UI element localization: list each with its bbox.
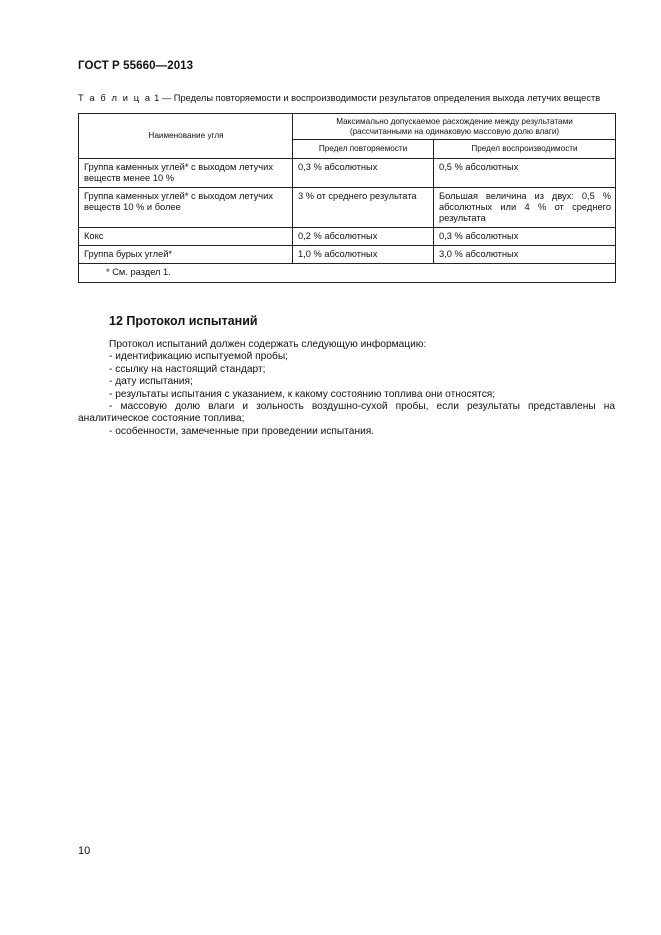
header-max-discrepancy-line1: Максимально допускаемое расхождение между результатами	[336, 117, 573, 126]
table-footnote: * См. раздел 1.	[79, 263, 616, 282]
coal-name-cell: Группа каменных углей* с выходом летучих веществ 10 % и более	[79, 187, 293, 227]
repeatability-cell: 0,2 % абсолютных	[293, 227, 434, 245]
coal-name-cell: Кокс	[79, 227, 293, 245]
list-item: - идентификацию испытуемой пробы;	[109, 351, 288, 363]
repeatability-cell: 1,0 % абсолютных	[293, 245, 434, 263]
table-row	[79, 245, 616, 263]
reproducibility-cell: 0,5 % абсолютных	[434, 159, 616, 188]
coal-name-cell: Группа бурых углей*	[79, 245, 293, 263]
header-reproducibility: Предел воспроизводимости	[434, 140, 616, 159]
list-item: - дату испытания;	[109, 376, 193, 388]
table-footnote-row	[79, 263, 616, 282]
reproducibility-cell: 3,0 % абсолютных	[434, 245, 616, 263]
page-number: 10	[78, 845, 91, 857]
header-repeatability: Предел повторяемости	[293, 140, 434, 159]
reproducibility-cell: 0,3 % абсолютных	[434, 227, 616, 245]
list-item: - ссылку на настоящий стандарт;	[109, 363, 266, 375]
section-title: 12 Протокол испытаний	[109, 314, 258, 328]
list-item: - особенности, замеченные при проведении испытания.	[109, 425, 375, 437]
list-item: - результаты испытания с указанием, к какому состоянию топлива они относятся;	[109, 388, 496, 400]
table-caption-label: Т а б л и ц а	[78, 93, 152, 103]
limits-table	[78, 113, 616, 283]
section-intro: Протокол испытаний должен содержать следующую информацию:	[109, 339, 427, 350]
header-max-discrepancy-line2: (рассчитанными на одинаковую массовую долю влаги)	[349, 126, 560, 136]
document-code: ГОСТ Р 55660—2013	[78, 60, 194, 72]
repeatability-cell: 0,3 % абсолютных	[293, 159, 434, 188]
section-body	[78, 339, 615, 438]
table-row	[79, 227, 616, 245]
header-max-discrepancy	[293, 114, 616, 140]
table-row	[79, 187, 616, 227]
coal-name-cell: Группа каменных углей* с выходом летучих веществ менее 10 %	[79, 159, 293, 188]
table-caption	[78, 93, 618, 103]
table-header-row	[79, 114, 616, 140]
repeatability-cell: 3 % от среднего результата	[293, 187, 434, 227]
reproducibility-cell: Большая величина из двух: 0,5 % абсолютных или 4 % от среднего результата	[434, 187, 616, 227]
list-item: - массовую долю влаги и зольность воздушно-сухой пробы, если результаты представлены на аналитическое состояние топлива;	[78, 401, 615, 425]
table-caption-text: 1 — Пределы повторяемости и воспроизводимости результатов определения выхода летучих веществ	[151, 93, 601, 103]
table-row	[79, 159, 616, 188]
header-coal-name: Наименование угля	[79, 114, 293, 159]
